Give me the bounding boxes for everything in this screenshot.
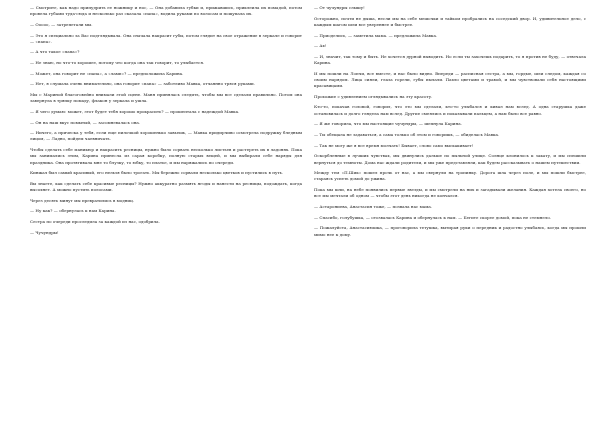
paragraph: Кинжал был самый красивый, его нельзя было трогать. Мы бережно сорвали несколько цветков и пустились в путь. [30,170,284,176]
paragraph: Оскорбленные в лучших чувствах, мы двинулись дальше по пыльной улице. Солнце клонилось к закату, и мы спешили вернуться до темноты. Дома нас ждали родители, и мы уже представляли, как будем рассказывать о нашем путешествии. [314,153,586,165]
paragraph: — Приоделись, — заметила мама. — предложила Мавка. [314,32,438,38]
paragraph: Между тем «П.Шик» пошел прочь от нас, а мы свернули на тропинку. Дорога шла через поле, и мы пошли быстрее, стараясь успеть домой до ужина. [314,170,586,182]
paragraph: Мы с Мариной благоговейно внимали этой сцене. Маня принялась следить, чтобы мы все сделали правильно. Потом она завернула в тряпку помаду, флакон у зеркала и ушла. [30,91,302,104]
paragraph: — Астарониева, Анастасия тоже, — позвала нас мама. [314,203,433,209]
paragraph: — Чучундры! [30,229,59,235]
paragraph: — А что такое «папа»? [30,49,80,55]
paragraph: — Может, она говорит не «папа», а «ламп»? — предположила Карина. [30,70,184,76]
paragraph: — Нет, я слушала очень внимательно, она говорит «папа» — заботливо Мавка, отчаянно тряся руками. [30,81,256,87]
paragraph: — Это я специально за Вас подглядывала. Она сначала накрасит губы, потом глядит на свое отражение в зеркале и говорит — «папа». [30,32,302,44]
paragraph: — Так не могу же я все время молчать! Бывает, слово само выскакивает! [314,142,474,148]
paragraph: — Пожалуйста, Анастасиюшка, — проговорила тетушка, вытирая руки о передник и радостно улыбаясь, когда мы прошли мимо нее к дому. [314,225,586,237]
paragraph: И мы пошли на Лопчи, все вместе, и нас было видно. Впереди — расписная сестра, а мы, гордые, шли следом, каждая со своим нарядом. Лица сияли, глаза горели, губы пылали. Пахло цветами и травой, и мы чувствовали себя настоящими красавицами. [314,70,586,89]
paragraph: — И, значит, так тому и быть. Не хочется дурной выводить. Но если ты захочешь подарить, то я против не буду, — отвечала Карина. [314,53,586,66]
paragraph: — Он на наш вкус помытый, — засомневалась она. [30,119,141,125]
paragraph: — От чучундры слышу! [314,5,365,10]
paragraph: Через десять минут мы превратились в модниц. [30,197,134,203]
paragraph: Прохожие с удивлением оглядывались на эту красоту. [314,93,433,99]
paragraph: — Ничего, а прическа у тебя, если еще пилочкой хорошенько завьешь, — Мавка придирчиво осмотрела подружку бледным лицом, — Ладно, пойдем чаевничать. [30,130,302,142]
paragraph: — Ах! [314,43,327,49]
paragraph: Пока мы шли, на небе появились первые звезды, и мы смотрели на них и загадывали желания. Каждая хотела своего, но все мы мечтали об одном — чтобы этот день никогда не кончался. [314,187,586,199]
paragraph: — Не знаю, но что-то хорошее, потому что когда она так говорит, то улыбается. [30,60,205,66]
paragraph: — Ооооо, — затрепетали мы. [30,21,93,27]
right-column [314,5,586,424]
paragraph: Чтобы сделать себе маникюр и накрасить ресницы, нужно было сорвать несколько листьев и растереть их в ладонях. Пока мы занимались этим, Карина принесла из сарая коробку, полную старых вещей, и мы выбирали себе наряды для праздника. Она протягивала мне то блузку, то юбку, то платье, и мы наряжались по очереди. [30,147,302,165]
paragraph: — Смотрите, как надо припудрить ее ножницу и нос, — Она добавила губки и, прижавшись, приклеила их помадой, потом провела губами туда-сюда и несколько раз сказала «папа», водила руками по волосам и пощупала их. [30,5,302,17]
paragraph: — Я же говорила, что мы настоящие чучундры, — шепнула Карина. [314,121,462,127]
paragraph: — Ну как? — обернулась к нам Карина. [30,208,116,214]
paragraph: Вы знаете, как сделать себе красивые ресницы? Нужно аккуратно размять ягоды и нанести на ресницы, подождать, когда высохнет. А можно пустить полосами. [30,180,302,193]
paragraph: Осторожно, почти не дыша, несли мы на себе мешочки и тайком пробрались на соседский двор. И, удивительное дело, с каждым шагом шли все увереннее и быстрее. [314,15,586,27]
left-column [30,5,302,424]
paragraph: Кто-то, покачав головой, говорил, что это мы сделали, кто-то улыбался и кивал нам вслед. А одна старушка даже остановилась и долго глядела нам вслед. Другие смеялись и показывали пальцем, а нам было все равно. [314,104,586,116]
paragraph: Сестра по очереди проследила за каждой из нас, одобрила. [30,219,160,224]
paragraph: — Я чего думаю: может, этот будет тебя хорошо прокрасить? — прошептала с надеждой Мавка. [30,108,240,114]
paragraph: — Спасибо, голубушка, — отозвалась Карина и обернулась к нам. — Бегите скорее домой, пока не стемнело. [314,214,552,220]
paragraph: — Ты обещала не задаваться, а сама только об этом и говоришь, — обиделась Мавка. [314,132,500,138]
